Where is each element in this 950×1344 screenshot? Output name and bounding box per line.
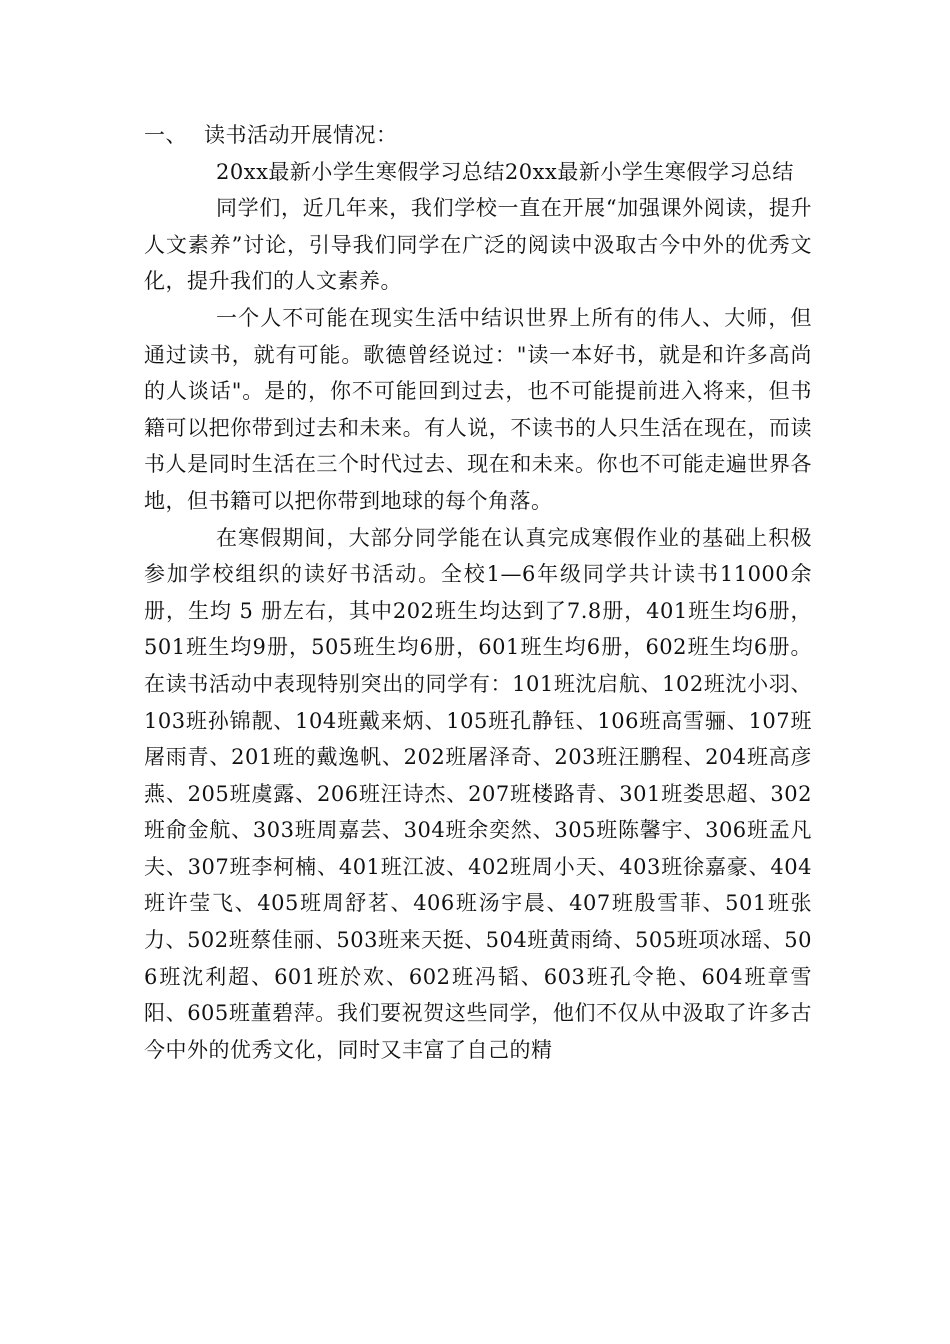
document-body: [144, 117, 812, 1068]
reading-value-paragraph: 一个人不可能在现实生活中结识世界上所有的伟人、大师，但通过读书，就有可能。歌德曾经说过："读一本好书，就是和许多高尚的人谈话"。是的，你不可能回到过去，也不可能提前进入将来，但书籍可以把你带到过去和未来。有人说，不读书的人只生活在现在，而读书人是同时生活在三个时代过去、现在和未来。你也不可能走遍世界各地，但书籍可以把你带到地球的每个角落。: [144, 305, 812, 513]
document-title-paragraph: 20xx最新小学生寒假学习总结20xx最新小学生寒假学习总结: [216, 159, 794, 184]
section-title: 读书活动开展情况：: [204, 123, 398, 147]
winter-activity-paragraph: 在寒假期间，大部分同学能在认真完成寒假作业的基础上积极参加学校组织的读好书活动。全校1—6年级同学共计读书11000余册，生均 5 册左右，其中202班生均达到了7.8册，401班生均6册，501班生均9册，505班生均6册，601班生均6册，602班生均6册。在读书活动中表现特别突出的同学有：101班沈启航、102班沈小羽、103班孙锦靓、104班戴来炳、105班孔静钰、106班高雪骊、107班屠雨青、201班的戴逸帆、202班屠泽奇、203班汪鹏程、204班高彦燕、205班虞露、206班汪诗杰、207班楼路青、301班娄思超、302班俞金航、303班周嘉芸、304班余奕然、305班陈馨宇、306班孟凡夫、307班李柯楠、401班江波、402班周小天、403班徐嘉豪、404班许莹飞、405班周舒茗、406班汤宇晨、407班殷雪菲、501班张力、502班蔡佳丽、503班来天挺、504班黄雨绮、505班项冰瑶、506班沈利超、601班於欢、602班冯韬、603班孔令艳、604班章雪阳、605班董碧萍。我们要祝贺这些同学，他们不仅从中汲取了许多古今中外的优秀文化，同时又丰富了自己的精: [144, 525, 812, 1062]
section-heading: [144, 117, 812, 154]
section-number: 一、: [144, 123, 187, 147]
intro-paragraph: 同学们，近几年来，我们学校一直在开展“加强课外阅读，提升人文素养”讨论，引导我们同学在广泛的阅读中汲取古今中外的优秀文化，提升我们的人文素养。: [144, 196, 812, 294]
